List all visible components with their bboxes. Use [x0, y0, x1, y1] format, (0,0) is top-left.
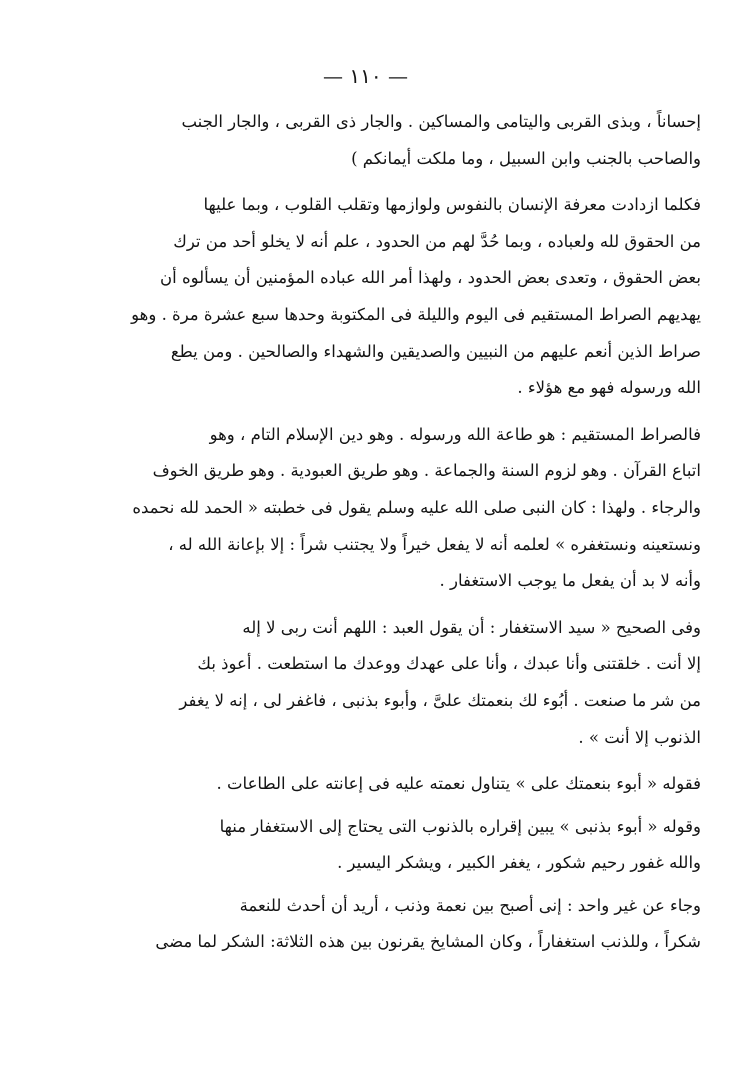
paragraph-1 — [30, 104, 701, 177]
text-line: إلا أنت . خلقتنى وأنا عبدك ، وأنا على عهدك ووعدك ما استطعت . أعوذ بك — [197, 654, 701, 674]
text-line: فقوله « أبوء بنعمتك على » يتناول نعمته عليه فى إعانته على الطاعات . — [216, 774, 701, 794]
text-line: يهديهم الصراط المستقيم فى اليوم والليلة فى المكتوبة وحدها سبع عشرة مرة . وهو — [131, 304, 701, 324]
text-line: الذنوب إلا أنت » . — [578, 727, 701, 747]
page-number: — ١١٠ — — [323, 64, 408, 88]
text-line: فالصراط المستقيم : هو طاعة الله ورسوله . وهو دين الإسلام التام ، وهو — [209, 424, 701, 444]
paragraph-3 — [30, 417, 701, 600]
paragraph-7 — [30, 888, 701, 961]
text-line: والرجاء . ولهذا : كان النبى صلى الله عليه وسلم يقول فى خطبته « الحمد لله نحمده — [132, 497, 701, 517]
text-line: من شر ما صنعت . أبُوء لك بنعمتك علىَّ ، وأبوء بذنبى ، فاغفر لى ، إنه لا يغفر — [179, 690, 701, 710]
text-line: والله غفور رحيم شكور ، يغفر الكبير ، ويشكر اليسير . — [337, 853, 701, 873]
text-line: وجاء عن غير واحد : إنى أصبح بين نعمة وذنب ، أريد أن أحدث للنعمة — [239, 895, 701, 915]
text-line: وأنه لا بد أن يفعل ما يوجب الاستغفار . — [439, 571, 701, 591]
paragraph-6 — [30, 809, 701, 882]
text-line: الله ورسوله فهو مع هؤلاء . — [517, 378, 701, 398]
text-line: بعض الحقوق ، وتعدى بعض الحدود ، ولهذا أمر الله عباده المؤمنين أن يسألوه أن — [160, 268, 701, 288]
text-line: ونستعينه ونستغفره » لعلمه أنه لا يفعل خيراً ولا يجتنب شراً : إلا بإعانة الله له ، — [168, 534, 701, 554]
text-line: وفى الصحيح « سيد الاستغفار : أن يقول العبد : اللهم أنت ربى لا إله — [242, 617, 701, 637]
paragraph-5 — [30, 766, 701, 803]
text-line: اتباع القرآن . وهو لزوم السنة والجماعة . وهو طريق العبودية . وهو طريق الخوف — [152, 461, 701, 481]
page-body — [30, 104, 701, 961]
paragraph-2 — [30, 187, 701, 407]
text-line: صراط الذين أنعم عليهم من النبيين والصديقين والشهداء والصالحين . ومن يطع — [170, 341, 701, 361]
text-line: فكلما ازدادت معرفة الإنسان بالنفوس ولوازمها وتقلب القلوب ، وبما عليها — [203, 195, 701, 215]
paragraph-4 — [30, 610, 701, 756]
text-line: شكراً ، وللذنب استغفاراً ، وكان المشايخ يقرنون بين هذه الثلاثة: الشكر لما مضى — [155, 932, 701, 952]
text-line: إحساناً ، وبذى القربى واليتامى والمساكين . والجار ذى القربى ، والجار الجنب — [181, 112, 701, 131]
text-line: من الحقوق لله ولعباده ، وبما حُدَّ لهم من الحدود ، علم أنه لا يخلو أحد من ترك — [173, 231, 701, 251]
text-line: وقوله « أبوء بذنبى » يبين إقراره بالذنوب التى يحتاج إلى الاستغفار منها — [219, 816, 701, 836]
text-line: والصاحب بالجنب وابن السبيل ، وما ملكت أيمانكم ) — [351, 148, 701, 168]
